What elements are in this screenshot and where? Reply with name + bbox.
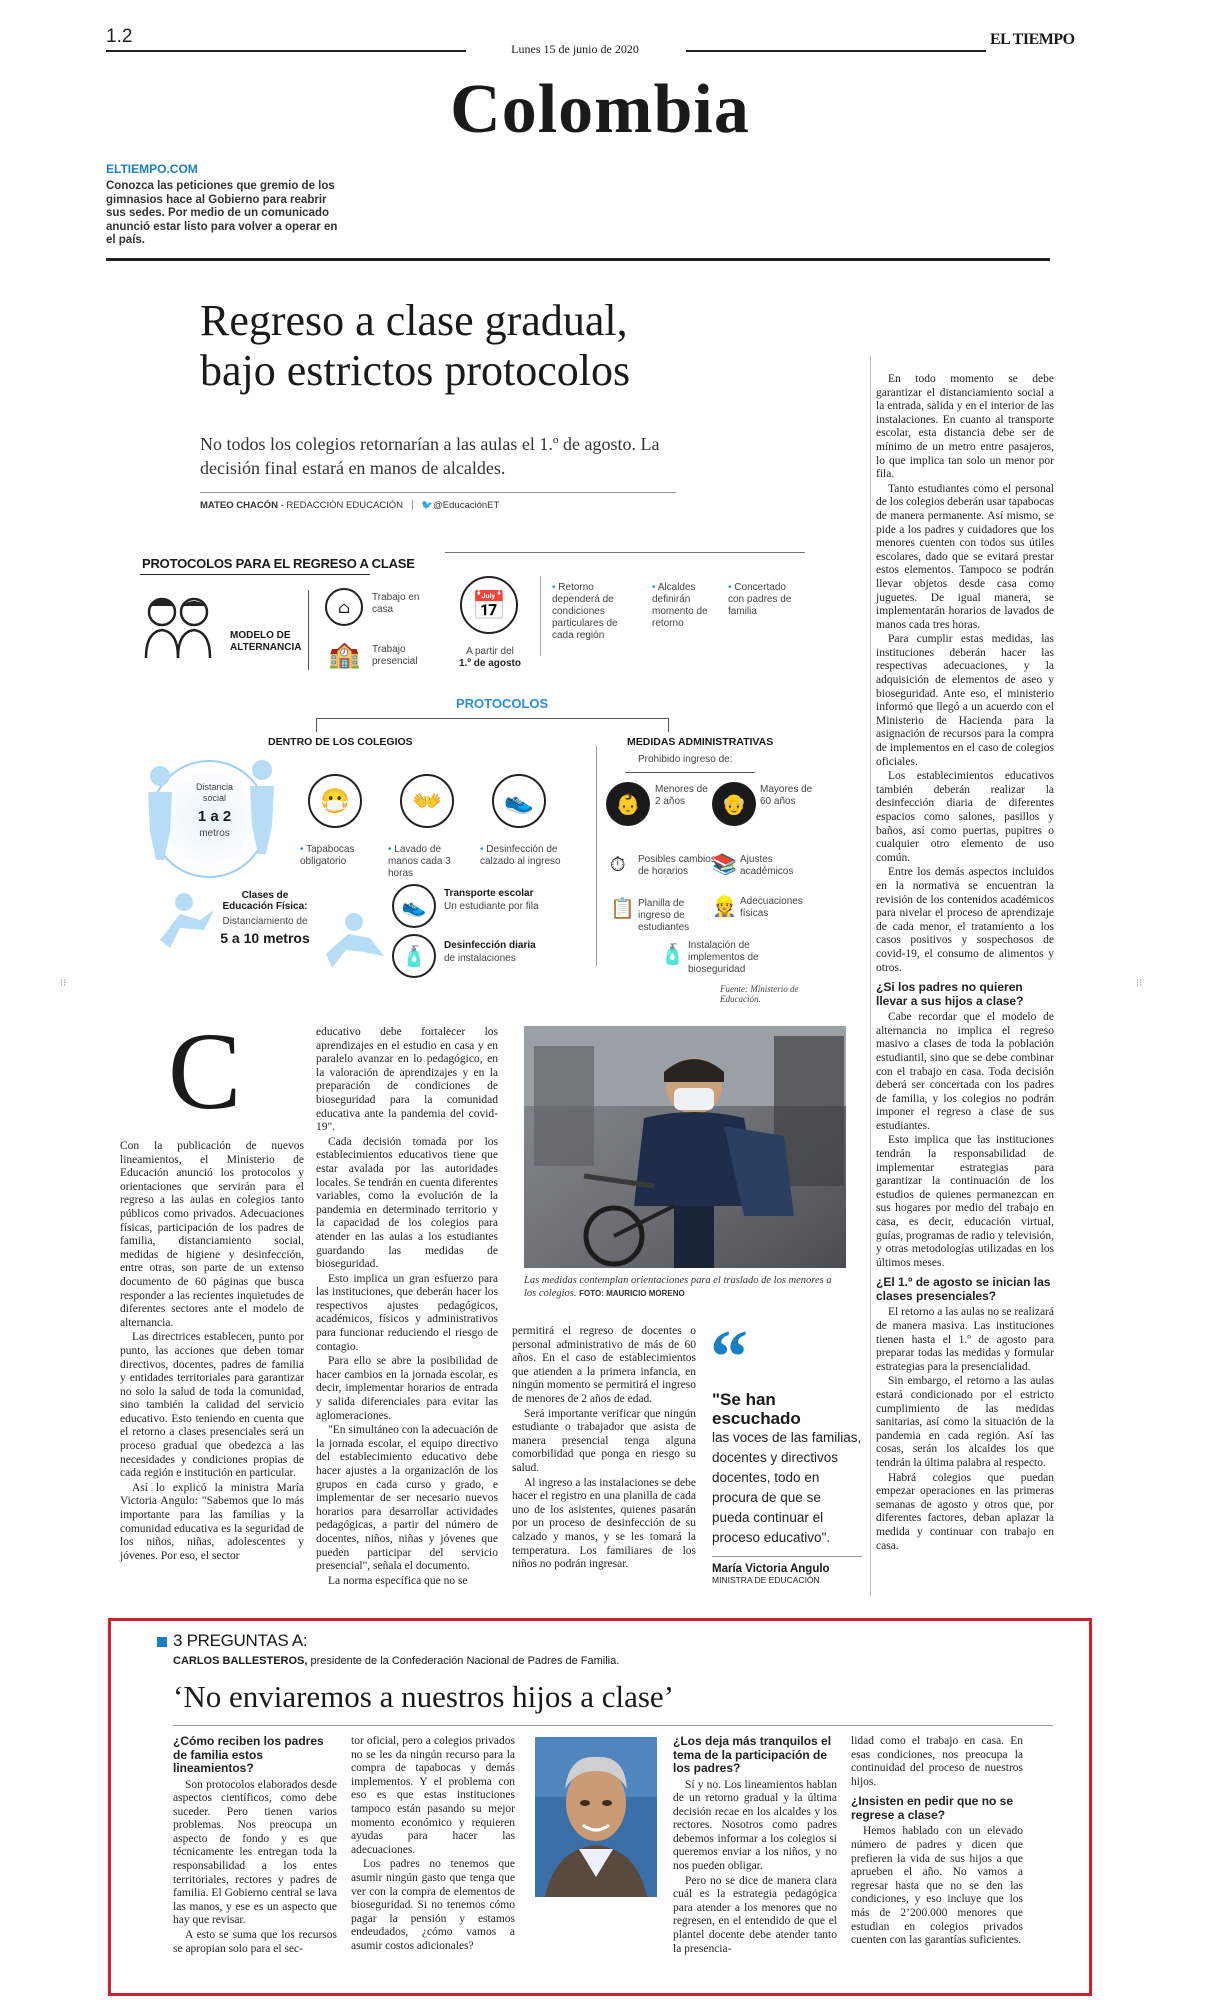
menores-label: Menores de 2 años bbox=[655, 784, 708, 807]
clipboard-icon: 📋 bbox=[610, 896, 635, 920]
interviewee-portrait bbox=[535, 1737, 657, 1897]
paragraph: educativo debe fortalecer los aprendizajes en el estudio en casa y en paralelo avanzar en lo pedagógico, en la valoración de aprendizajes y en la preparación de condiciones de bioseguridad para la comunidad educativa ante la pandemia del covid-19". bbox=[316, 1026, 498, 1134]
student-bicycle-photo bbox=[524, 1026, 846, 1268]
interview-col-4 bbox=[851, 1735, 1023, 1949]
promo-text: Conozca las peticiones que gremio de los gimnasios hace al Gobierno para reabrir sus sedes. Por medio de un comunicado anunció estar listo para volver a operar en el país. bbox=[106, 180, 338, 246]
desinf-diaria-title: Desinfección diaria bbox=[444, 940, 536, 951]
horarios-label: Posibles cambios de horarios bbox=[638, 854, 716, 877]
paragraph: Al ingreso a las instalaciones se debe hacer el registro en una planilla de cada uno de los asistentes, quienes pasarán por un proceso de desinfección de su calzado y manos, y se les tomará la temperatura. Los familiares de los niños no podrán ingresar. bbox=[512, 1476, 696, 1571]
students-icon bbox=[140, 592, 220, 662]
child-figure-icon bbox=[242, 756, 282, 856]
quote-author-role: MINISTRA DE EDUCACIÓN bbox=[712, 1575, 820, 1585]
paragraph: Sin embargo, el retorno a las aulas estará condicionado por el estricto cumplimiento de las medidas sanitarias, así como la situación de la pandemia en cada región. Así las cosas, serán los alcaldes los que tendrán la última palabra al respecto. bbox=[876, 1375, 1054, 1469]
bullet-region: • Retorno dependerá de condiciones particulares de cada región bbox=[552, 582, 618, 641]
question-1: ¿Cómo reciben los padres de familia estos lineamientos? bbox=[173, 1734, 324, 1775]
answer-paragraph: Son protocolos elaborados desde aspectos científicos, como debe suceder. Pero tienen varios problemas. Nos preocupa un aspecto de fondo y es que técnicamente les entregan toda la responsabilidad a los entes territoriales, rectores y padres de familia. El Gobierno central se lava las manos, y ese es un aspecto que hay que revisar. bbox=[173, 1778, 337, 1927]
home-icon: ⌂ bbox=[325, 588, 363, 626]
answer-paragraph: lidad como el trabajo en casa. En esas condiciones, nos preocupa la continuidad del proceso de nuestros hijos. bbox=[851, 1735, 1023, 1788]
twitter-icon: 🐦 bbox=[421, 500, 434, 511]
page-number: 1.2 bbox=[106, 26, 133, 47]
photo-caption bbox=[524, 1275, 846, 1300]
issue-date: Lunes 15 de junio de 2020 bbox=[511, 42, 639, 56]
transporte-title: Transporte escolar bbox=[444, 888, 534, 899]
answer-paragraph: A esto se suma que los recursos se apropian solo para el sec- bbox=[173, 1929, 337, 1955]
planilla-label: Planilla de ingreso de estudiantes bbox=[638, 898, 690, 933]
distancia-label: Distancia social bbox=[195, 782, 233, 803]
pull-quote bbox=[712, 1390, 862, 1585]
bullet-alcaldes: • Alcaldes definirán momento de retorno bbox=[652, 582, 708, 629]
paragraph: Esto implica que las instituciones tendrán la responsabilidad de implementar estrategias para garantizar la continuación de los estudios de quienes permanezcan en sus hogares por medio del trabajo en casa, es decir, educación virtual, guías, programas de radio y televisión, y otras metodologías utilizadas en los últimos meses. bbox=[876, 1134, 1054, 1269]
elderly-icon: 👴 bbox=[712, 782, 756, 826]
trabajo-presencial-label: Trabajo presencial bbox=[372, 644, 418, 667]
transporte-text: Un estudiante por fila bbox=[444, 901, 539, 912]
promo-rule bbox=[106, 258, 1050, 261]
clases-ef-label: Clases de Educación Física: bbox=[222, 890, 308, 912]
sanitizer-icon: 🧴 bbox=[660, 942, 685, 966]
paragraph: Cada decisión tomada por los establecimientos educativos tiene que estar avalada por las autoridades locales. Se tendrán en cuenta diferentes variables, como la evolución de la pandemia en determinado territorio y la capacidad de los colegios para atender en las aulas a los estudiantes guardando las medidas de bioseguridad. bbox=[316, 1135, 498, 1271]
brand-logo: EL TIEMPO bbox=[990, 31, 1075, 48]
answer-paragraph: tor oficial, pero a colegios privados no se les da ningún recurso para la compra de tapabocas y demás implementos. Y el problema con eso es que estas instituciones tampoco están pasando su mejor momento económico y requieren ayudas para hacer las adecuaciones. bbox=[351, 1735, 515, 1856]
photo-credit: FOTO: MAURICIO MORENO bbox=[579, 1288, 685, 1298]
calzado-label: • Desinfección de calzado al ingreso bbox=[480, 844, 561, 867]
paragraph: Para ello se abre la posibilidad de hacer cambios en la jornada escolar, es decir, implementar horarios de entrada y salida diferenciales para evitar las aglomeraciones. bbox=[316, 1355, 498, 1422]
interviewee-name: CARLOS BALLESTEROS, bbox=[173, 1655, 308, 1667]
article-col-1 bbox=[120, 1140, 304, 1564]
lavado-label: • Lavado de manos cada 3 horas bbox=[388, 844, 451, 879]
answer-paragraph: Los padres no tenemos que asumir ningún gasto que tenga que ver con la compra de elementos de bioseguridad. Si no tenemos cómo pagar la pensión y estamos endeudados, ¿cómo vamos a asumir costos adicionales? bbox=[351, 1858, 515, 1952]
dist-ef-label: Distanciamiento de bbox=[222, 916, 308, 927]
header-rule-right bbox=[686, 50, 986, 52]
quote-lead: "Se han escuchado bbox=[712, 1390, 801, 1428]
byline-author: MATEO CHACÓN bbox=[200, 500, 278, 511]
paragraph: Con la publicación de nuevos lineamientos, el Ministerio de Educación anunció los protocolos y orientaciones que servirán para el regreso a las aulas en colegios tanto públicos como privados. Adecuaciones físicas, participación de los padres de familia, distanciamiento social, medidas de higiene y desinfección, entre otras, son parte de un extenso documento de 60 páginas que busca responder a las recientes inquietudes de diferentes sectores ante el modelo de alternancia. bbox=[120, 1140, 304, 1329]
paragraph: Las directrices establecen, punto por punto, las acciones que deben tomar directivos, docentes, padres de familia y entidades territoriales para garantizar no solo la salud de toda la comunidad, sino también la calidad del servicio educativo. Esto teniendo en cuenta que el retorno a clases presenciales será un proceso gradual que obedezca a las necesidades y condiciones propias de cada región e institución en particular. bbox=[120, 1331, 304, 1480]
infographic bbox=[140, 550, 830, 1004]
workers-icon: 👷 bbox=[712, 894, 737, 918]
interview-kicker: 3 PREGUNTAS A: bbox=[173, 1631, 308, 1650]
dentro-heading: DENTRO DE LOS COLEGIOS bbox=[268, 736, 413, 748]
infographic-title: PROTOCOLOS PARA EL REGRESO A CLASE bbox=[142, 556, 415, 571]
paragraph: En todo momento se debe garantizar el distanciamiento social a la entrada, salida y en el interior de las instalaciones. En cuanto al transporte escolar, esta distancia debe ser de mínimo de un metro entre pasajeros, lo que implica tan solo un menor por fila. bbox=[876, 373, 1054, 481]
mask-icon: 😷 bbox=[308, 774, 362, 828]
crop-mark: ⁝⁝ bbox=[1136, 978, 1143, 989]
paragraph: Habrá colegios que puedan empezar operaciones en las primeras semanas de agosto y otros que, por diferentes factores, deban aplazar la medida y continuar con trabajo en casa. bbox=[876, 1471, 1054, 1552]
model-label: MODELO DE ALTERNANCIA bbox=[230, 630, 302, 653]
deck-rule bbox=[200, 492, 676, 493]
shoe-icon: 👟 bbox=[492, 774, 546, 828]
header-rule-left bbox=[106, 50, 466, 52]
child-figure-icon bbox=[140, 762, 180, 862]
headline-line-2: bajo estrictos protocolos bbox=[200, 346, 631, 395]
article-col-2 bbox=[316, 1026, 498, 1589]
desinf-diaria-text: de instalaciones bbox=[444, 953, 516, 964]
byline bbox=[200, 500, 499, 511]
section-title: Colombia bbox=[450, 71, 750, 148]
infographic-source: Fuente: Ministerio de Educación. bbox=[720, 984, 799, 1004]
headline bbox=[200, 296, 630, 396]
article-deck: No todos los colegios retornarían a las aulas el 1.º de agosto. La decisión final estará en manos de alcaldes. bbox=[200, 434, 660, 478]
adecuaciones-label: Adecuaciones físicas bbox=[740, 896, 803, 919]
spray-icon: 🧴 bbox=[392, 934, 436, 978]
interview-box bbox=[108, 1618, 1092, 1996]
article-col-3 bbox=[512, 1325, 696, 1573]
prohibido-label: Prohibido ingreso de: bbox=[638, 754, 733, 765]
answer-paragraph: Pero no se dice de manera clara cuál es la estrategia pedagógica para atender a los menores que no regresen, en el entendido de que el plantel docente debe atender tanto la presencia- bbox=[673, 1874, 837, 1955]
paragraph: Tanto estudiantes como el personal de los colegios deberán usar tapabocas de manera permanente. Así mismo, se pide a los padres y cuidadores que los menores cuenten con todos sus útiles escolares, dado que se evitará prestar estos elementos. Tampoco se podrán llevar objetos desde casa como juguetes. De igual manera, se implementarán horarios de lavados de manos cada tres horas. bbox=[876, 482, 1054, 631]
calendar-icon: 📅 bbox=[460, 576, 518, 634]
paragraph: Para cumplir estas medidas, las instituciones deberán hacer las respectivas adecuaciones, y la adquisición de elementos de aseo y bioseguridad. Ante eso, el ministerio informó que llegó a un acuerdo con el Ministerio de Hacienda para la asignación de recursos para la compra de implementos en el caso de colegios oficiales. bbox=[876, 633, 1054, 768]
quote-text: las voces de las familias, docentes y directivos docentes, todo en procura de que se pueda continuar el proceso educativo". bbox=[712, 1430, 862, 1545]
fecha-label bbox=[440, 646, 540, 670]
question-2: ¿Los deja más tranquilos el tema de la participación de los padres? bbox=[673, 1734, 832, 1775]
distancia-unit: metros bbox=[199, 828, 230, 839]
protocolos-heading: PROTOCOLOS bbox=[456, 696, 549, 711]
paragraph: permitirá el regreso de docentes o personal administrativo de más de 60 años. En el caso de establecimientos que atienden a la primera infancia, en ningún momento se permitirá el ingreso de menores de 2 años de edad. bbox=[512, 1325, 696, 1405]
byline-role: - REDACCIÓN EDUCACIÓN bbox=[277, 500, 404, 511]
baby-icon: 👶 bbox=[606, 782, 650, 826]
handwash-icon: 👐 bbox=[400, 774, 454, 828]
paragraph: Cabe recordar que el modelo de alternancia no implica el regreso masivo a clases de toda la población estudiantil, sino que se debe combinar con el trabajo en casa. Toda decisión deberá ser concertada con los padres de familia, y los colegios no podrán imponer el regreso a clase de sus estudiantes. bbox=[876, 1011, 1054, 1132]
distancia-value: 1 a 2 bbox=[197, 808, 232, 825]
quote-author: María Victoria Angulo bbox=[712, 1563, 830, 1575]
caption-text: Las medidas contemplan orientaciones para el traslado de los menores a los colegios. bbox=[524, 1275, 832, 1299]
quote-mark-icon: “ bbox=[710, 1315, 748, 1399]
fecha-label-text: A partir del bbox=[466, 646, 514, 657]
paragraph: Será importante verificar que ningún estudiante o trabajador que asista de manera presencial tenga alguna comorbilidad que ponga en riesgo su salud. bbox=[512, 1407, 696, 1474]
paragraph: "En simultáneo con la adecuación de la jornada escolar, el equipo directivo del establecimiento educativo debe hacer ajustes a la organización de los grupos en cada curso y grado, e implementar de ser necesario nuevos horarios para desarrollar actividades pedagógicas, a partir del número de docentes, niños, niñas y jóvenes que pueden participar del servicio presencial", señala el documento. bbox=[316, 1424, 498, 1573]
answer-paragraph: Hemos hablado con un elevado número de padres y dicen que prefieren la vida de sus hijos a que aprueben el año. No vamos a regresar hasta que no se den las condiciones, y eso incluye que los más de 2’200.000 menores que estudian en colegios privados cuenten con las garantías suficientes. bbox=[851, 1825, 1023, 1947]
headline-line-1: Regreso a clase gradual, bbox=[200, 296, 628, 345]
subheading: ¿Si los padres no quieren llevar a sus hijos a clase? bbox=[876, 980, 1024, 1008]
article-right-column bbox=[876, 373, 1054, 1554]
interview-col-2 bbox=[351, 1735, 515, 1955]
question-3: ¿Insisten en pedir que no se regrese a clase? bbox=[851, 1794, 1014, 1822]
tapabocas-label: • Tapabocas obligatorio bbox=[300, 844, 355, 867]
paragraph: Los establecimientos educativos también deberán realizar la desinfección diaria de diferentes espacios como salones, pasillos y baños, así como puertas, pupitres o cualquier otro elemento de uso común. bbox=[876, 770, 1054, 864]
interviewee-role: presidente de la Confederación Nacional de Padres de Familia. bbox=[307, 1655, 620, 1667]
kicker-square-icon bbox=[157, 1637, 167, 1647]
trabajo-casa-label: Trabajo en casa bbox=[372, 592, 420, 615]
interview-title: ‘No enviaremos a nuestros hijos a clase’ bbox=[173, 1679, 675, 1714]
paragraph: Entre los demás aspectos incluidos en la normativa se encuentran la revisión de los contenidos académicos para nivelar el proceso de aprendizaje de cada menor, el tratamiento a los casos positivos y sospechosos de covid-19, el consumo de alimentos y otros. bbox=[876, 866, 1054, 974]
interview-col-3 bbox=[673, 1735, 837, 1957]
byline-twitter[interactable]: @EducaciónET bbox=[433, 500, 500, 511]
paragraph: Así lo explicó la ministra María Victoria Angulo: "Sabemos que lo más importante para las familias y la comunidad educativa es la seguridad de los niños, niñas, adolescentes y jóvenes. Por eso, el sector bbox=[120, 1481, 304, 1562]
interviewee bbox=[173, 1655, 619, 1667]
subheading: ¿El 1.º de agosto se inician las clases presenciales? bbox=[876, 1275, 1051, 1303]
fecha-value: 1.º de agosto bbox=[459, 658, 521, 669]
medidas-heading: MEDIDAS ADMINISTRATIVAS bbox=[627, 736, 774, 748]
shoe-icon: 👟 bbox=[392, 884, 436, 928]
interview-col-1 bbox=[173, 1735, 337, 1957]
crop-mark: ⁝⁝ bbox=[60, 978, 67, 989]
bullet-padres: • Concertado con padres de familia bbox=[728, 582, 792, 617]
promo-site-link[interactable]: ELTIEMPO.COM bbox=[106, 162, 198, 176]
paragraph: La norma específica que no se bbox=[328, 1574, 468, 1587]
implementos-label: Instalación de implementos de bioseguridad bbox=[688, 940, 759, 975]
books-icon: 📚 bbox=[712, 852, 737, 876]
ajustes-label: Ajustes académicos bbox=[740, 854, 794, 877]
drop-cap: C bbox=[168, 1010, 242, 1132]
school-icon: 🏫 bbox=[328, 640, 361, 670]
mayores-label: Mayores de 60 años bbox=[760, 784, 813, 807]
clock-icon: ⏱ bbox=[610, 852, 626, 876]
paragraph: Esto implica un gran esfuerzo para las instituciones, que deberán hacer los respectivos ajustes pedagógicos, académicos, físicos y administrativos para funcionar reduciendo el riesgo de contagio. bbox=[316, 1272, 498, 1353]
dist-ef-value: 5 a 10 metros bbox=[220, 930, 310, 946]
exercise-figure-icon bbox=[318, 910, 388, 970]
answer-paragraph: Sí y no. Los lineamientos hablan de un retorno gradual y la última decisión recae en los alcaldes y los rectores. Nosotros como padres debemos informar a los colegios si queremos enviar a los niños, y no nos pueden obligar. bbox=[673, 1778, 837, 1873]
paragraph: El retorno a las aulas no se realizará de manera masiva. Las instituciones tienen hasta el 1.º de agosto para preparar todas las medidas y formular estrategias para la presencialidad. bbox=[876, 1306, 1054, 1373]
